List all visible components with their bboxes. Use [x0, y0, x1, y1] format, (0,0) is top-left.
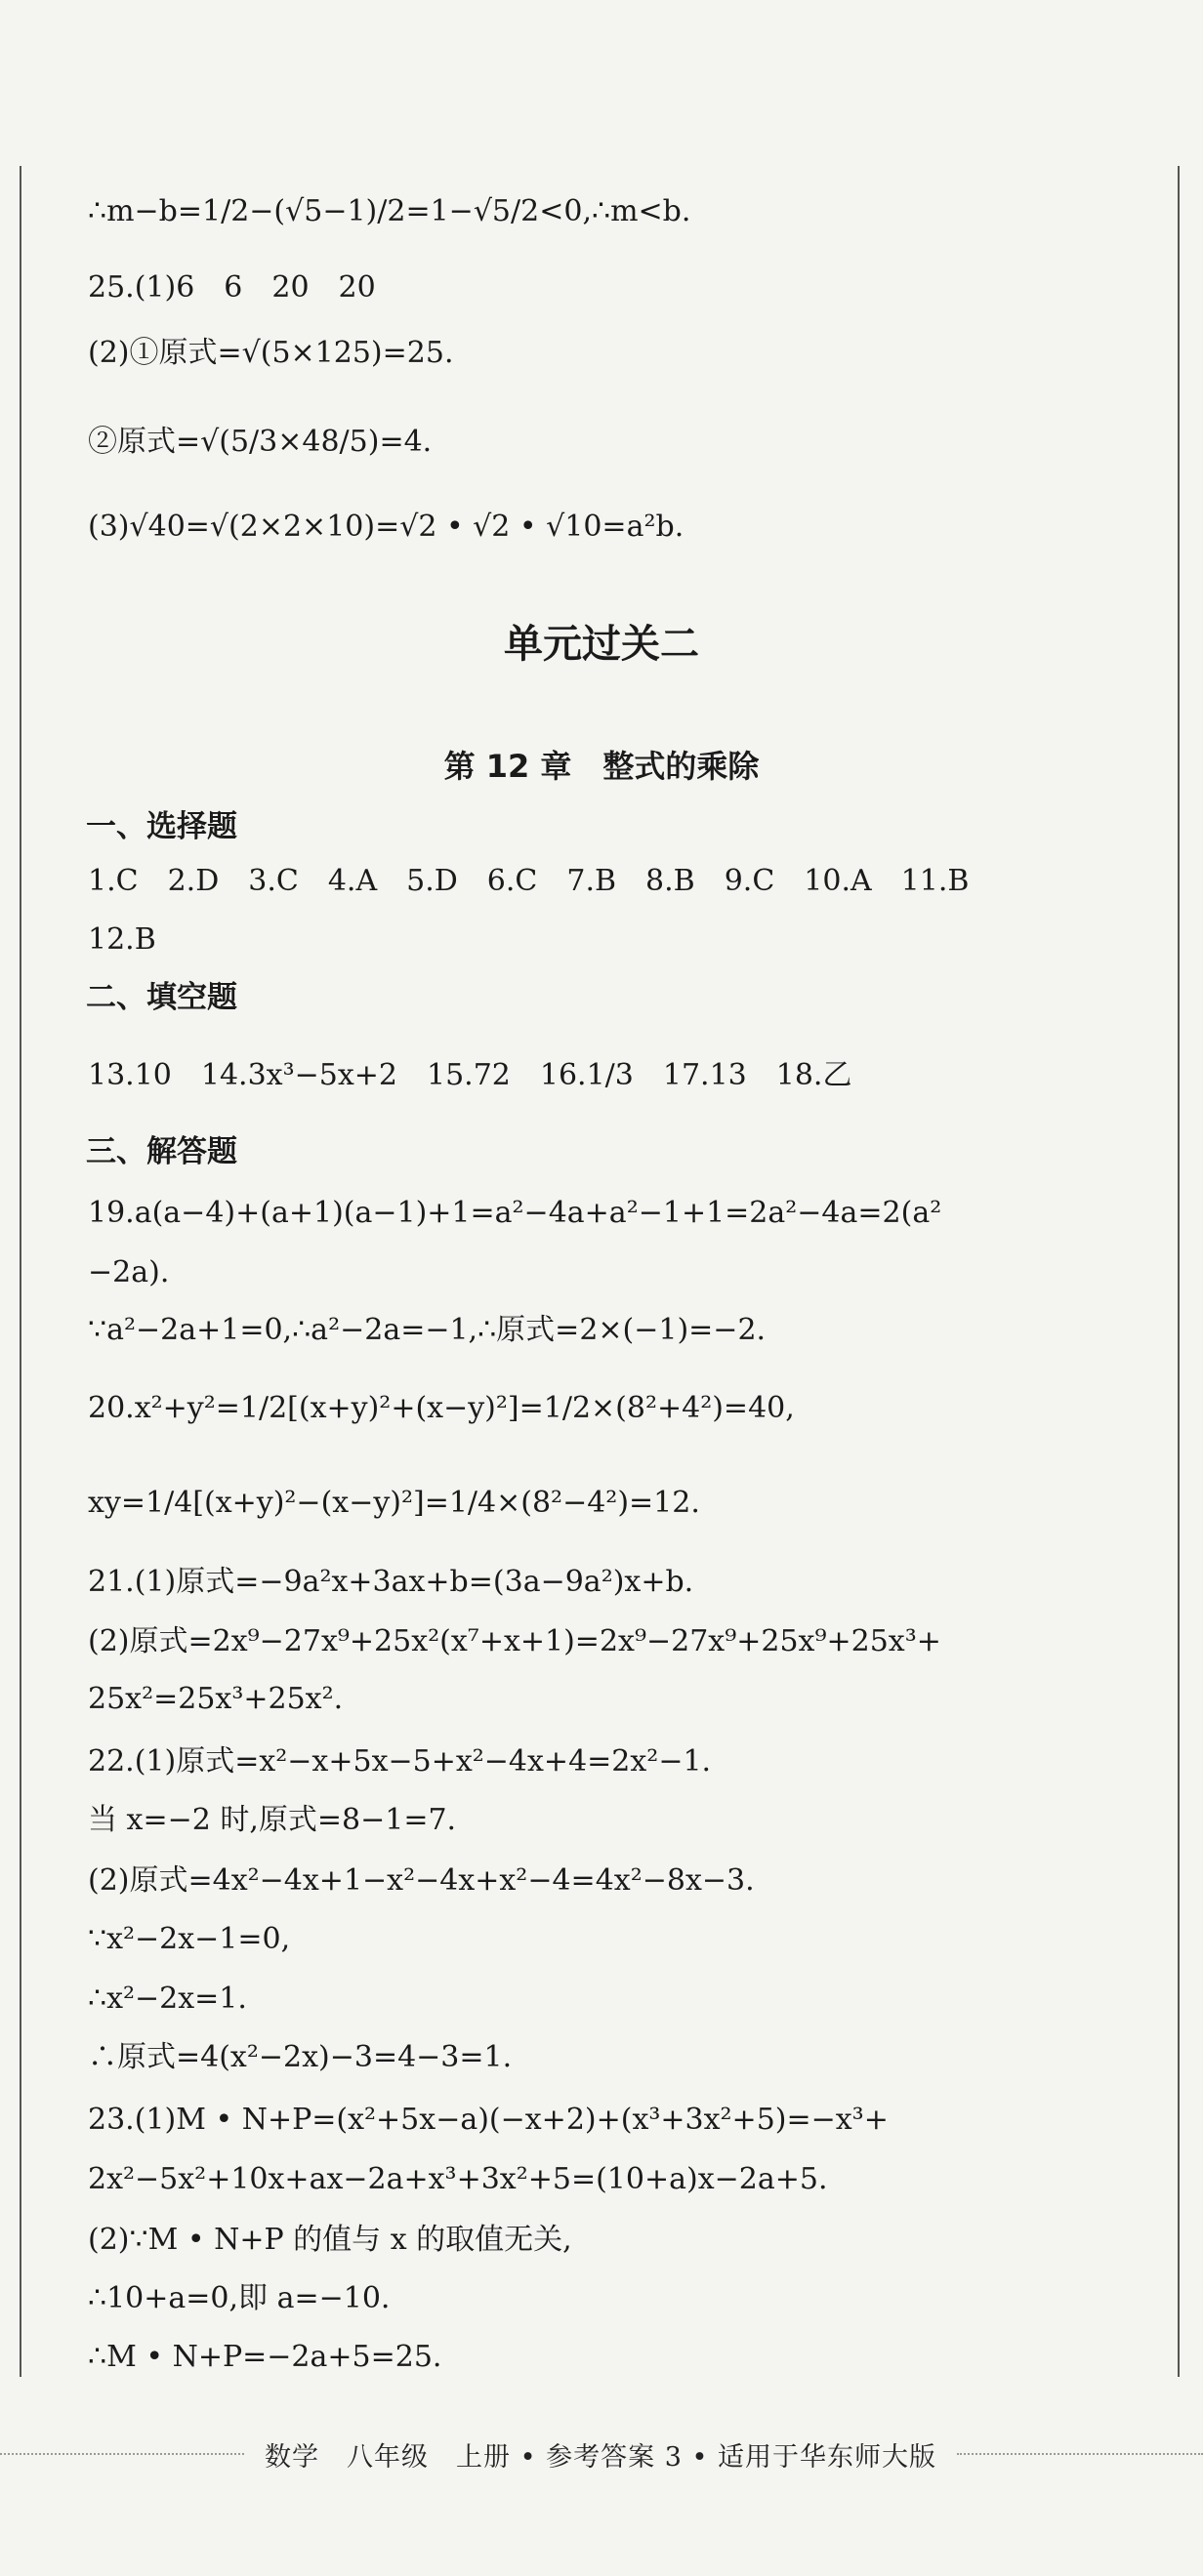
answer-line: 21.(1)原式=−9a²x+3ax+b=(3a−9a²)x+b.: [88, 1565, 694, 1599]
answer-line: ∴m−b=1/2−(√5−1)/2=1−√5/2<0,∴m<b.: [88, 194, 691, 228]
answer-line: 20.x²+y²=1/2[(x+y)²+(x−y)²]=1/2×(8²+4²)=40,: [88, 1391, 795, 1425]
left-margin-rule: [20, 166, 21, 2377]
answer-line: (2)原式=2x⁹−27x⁹+25x²(x⁷+x+1)=2x⁹−27x⁹+25x⁹+25x³+: [88, 1624, 941, 1658]
answer-line: −2a).: [88, 1255, 170, 1289]
answer-line: xy=1/4[(x+y)²−(x−y)²]=1/4×(8²−4²)=12.: [88, 1486, 700, 1520]
section-heading-solve: 三、解答题: [86, 1134, 237, 1169]
answer-line: (2)∵M • N+P 的值与 x 的取值无关,: [88, 2223, 572, 2257]
answer-line: 23.(1)M • N+P=(x²+5x−a)(−x+2)+(x³+3x²+5)=−x³+: [88, 2103, 889, 2137]
right-margin-rule: [1178, 166, 1180, 2377]
answer-line: ∴10+a=0,即 a=−10.: [88, 2281, 391, 2315]
answer-line: 1.C 2.D 3.C 4.A 5.D 6.C 7.B 8.B 9.C 10.A 11.B: [88, 864, 970, 898]
section-heading-choice: 一、选择题: [86, 809, 237, 844]
answer-line: 22.(1)原式=x²−x+5x−5+x²−4x+4=2x²−1.: [88, 1744, 712, 1779]
answer-line: ∴M • N+P=−2a+5=25.: [88, 2340, 442, 2374]
answer-line: 25.(1)6 6 20 20: [88, 270, 376, 305]
answer-line: 2x²−5x²+10x+ax−2a+x³+3x²+5=(10+a)x−2a+5.: [88, 2162, 828, 2196]
answer-line: 13.10 14.3x³−5x+2 15.72 16.1/3 17.13 18.乙: [88, 1058, 852, 1092]
section-heading-fill: 二、填空题: [86, 980, 237, 1015]
answer-line: ②原式=√(5/3×48/5)=4.: [88, 425, 433, 459]
answer-line: ∵a²−2a+1=0,∴a²−2a=−1,∴原式=2×(−1)=−2.: [88, 1313, 767, 1347]
answer-line: 25x²=25x³+25x².: [88, 1682, 344, 1716]
answer-line: 12.B: [88, 922, 156, 957]
answer-line: ∴原式=4(x²−2x)−3=4−3=1.: [88, 2040, 513, 2074]
footer-rule-right: [957, 2453, 1203, 2455]
answer-line: 当 x=−2 时,原式=8−1=7.: [88, 1803, 457, 1837]
answer-line: ∴x²−2x=1.: [88, 1982, 247, 2016]
footer-rule-left: [0, 2453, 244, 2455]
unit-title: 单元过关二: [504, 622, 699, 667]
answer-line: (3)√40=√(2×2×10)=√2 • √2 • √10=a²b.: [88, 510, 684, 544]
answer-line: (2)原式=4x²−4x+1−x²−4x+x²−4=4x²−8x−3.: [88, 1863, 755, 1898]
answer-line: ∵x²−2x−1=0,: [88, 1922, 291, 1956]
page-footer: 数学 八年级 上册 • 参考答案 3 • 适用于华东师大版: [265, 2442, 936, 2473]
chapter-title: 第 12 章 整式的乘除: [443, 748, 760, 785]
answer-line: (2)①原式=√(5×125)=25.: [88, 336, 454, 370]
answer-line: 19.a(a−4)+(a+1)(a−1)+1=a²−4a+a²−1+1=2a²−4a=2(a²: [88, 1196, 942, 1230]
